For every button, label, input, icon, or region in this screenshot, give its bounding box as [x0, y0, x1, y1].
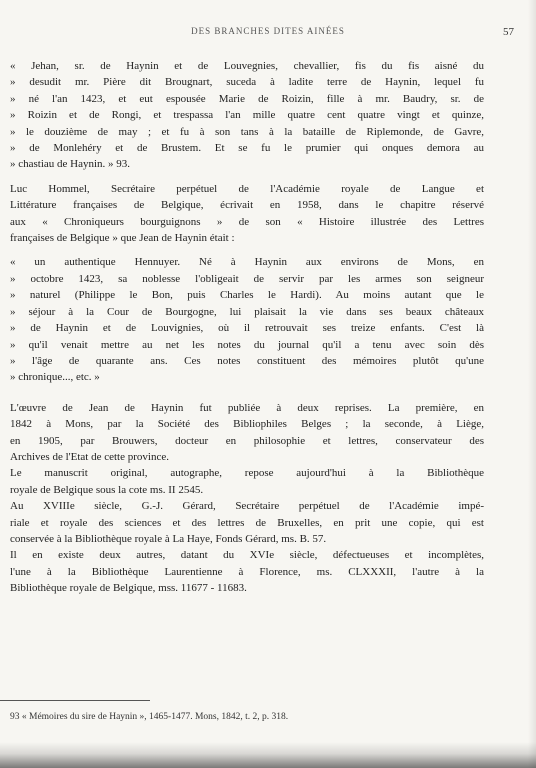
text-line: Littérature françaises de Belgique, écrivait en 1958, dans le chapitre réservé	[10, 199, 484, 212]
text-line: « un authentique Hennuyer. Né à Haynin aux environs de Mons, en	[10, 256, 484, 269]
text-line: » naturel (Philippe le Bon, puis Charles le Hardi). Au moins autant que le	[10, 289, 484, 302]
text-line: » octobre 1423, sa noblesse l'obligeait de servir par les armes son seigneur	[10, 272, 484, 285]
text-line: » l'âge de quarante ans. Ces notes constituent des mémoires plutôt qu'une	[10, 354, 484, 367]
text-line: en 1905, par Brouwers, docteur en philosophie et lettres, conservateur des	[10, 434, 484, 447]
text-line: riale et royale des sciences et des lettres de Bruxelles, en prit une copie, qui est	[10, 516, 484, 529]
text-line: aux « Chroniqueurs bourguignons » de son « Histoire illustrée des Lettres	[10, 215, 484, 228]
text-line: 1842 à Mons, par la Société des Bibliophiles Belges ; la seconde, à Liège,	[10, 418, 484, 431]
book-spine-shadow	[0, 742, 536, 768]
text-line: Archives de l'Etat de cette province.	[10, 450, 169, 463]
paragraph-hommel	[10, 181, 484, 247]
text-line: » séjour à la Cour de Bourgogne, lui plaisait la vie dans ses beaux châteaux	[10, 305, 484, 318]
text-line: Il en existe deux autres, datant du XVIe siècle, défectueuses et incomplètes,	[10, 549, 484, 562]
text-line: Bibliothèque royale de Belgique, mss. 11677 - 11683.	[10, 582, 247, 595]
text-line: « Jehan, sr. de Haynin et de Louvegnies, chevallier, fis du fis aisné du	[10, 60, 484, 72]
text-line: » Roizin et de Rongi, et trespassa l'an mille quatre cent quatre vingt et quinze,	[10, 109, 484, 122]
paragraph-quote-hennuyer	[10, 254, 484, 385]
text-line: Le manuscrit original, autographe, repose aujourd'hui à la Bibliothèque	[10, 467, 484, 480]
page-header	[0, 26, 536, 40]
page-number: 57	[503, 26, 514, 38]
text-line: » de Haynin et de Louvignies, où il retrouvait ses treize enfants. C'est là	[10, 322, 484, 335]
running-title: DES BRANCHES DITES AINÉES	[191, 26, 345, 36]
text-line: l'une à la Bibliothèque Laurentienne à Florence, ms. CLXXXII, l'autre à la	[10, 565, 484, 578]
text-line: Au XVIIIe siècle, G.-J. Gérard, Secrétaire perpétuel de l'Académie impé-	[10, 500, 484, 513]
footnote-rule	[0, 700, 150, 701]
paragraph-quote-jehan	[10, 58, 484, 173]
text-line: » qu'il venait mettre au net les notes du journal qu'il a tenu avec soin dès	[10, 338, 484, 351]
text-line: » chronique..., etc. »	[10, 371, 100, 384]
text-line: » né l'an 1423, et eut espousée Marie de Roizin, fille à mr. Baudry, sr. de	[10, 92, 484, 105]
text-line: royale de Belgique sous la cote ms. II 2545.	[10, 483, 204, 496]
text-line: L'œuvre de Jean de Haynin fut publiée à deux reprises. La première, en	[10, 401, 484, 414]
text-line: » desudit mr. Pière dit Brougnart, suceda à ladite terre de Haynin, lequel fu	[10, 76, 484, 89]
paragraph-manuscript	[10, 465, 484, 498]
paragraph-publication	[10, 400, 484, 466]
text-line: » chastiau de Haynin. » 93.	[10, 158, 131, 171]
text-line: conservée à la Bibliothèque royale à La Haye, Fonds Gérard, ms. B. 57.	[10, 532, 327, 545]
text-line: » le douzième de may ; et fu à son tans à la bataille de Riplemonde, de Gavre,	[10, 125, 484, 138]
footnote: 93 « Mémoires du sire de Haynin », 1465-1477. Mons, 1842, t. 2, p. 318.	[10, 712, 289, 722]
text-line: françaises de Belgique » que Jean de Haynin était :	[10, 232, 235, 245]
page-edge-shadow	[528, 0, 536, 768]
paragraph-copies	[10, 547, 484, 596]
text-line: Luc Hommel, Secrétaire perpétuel de l'Académie royale de Langue et	[10, 182, 484, 195]
text-line: » de Monlehéry et de Brustem. Et se fu le prumier qui onques demora au	[10, 142, 484, 155]
body-text	[10, 58, 484, 597]
paragraph-gerard	[10, 498, 484, 547]
